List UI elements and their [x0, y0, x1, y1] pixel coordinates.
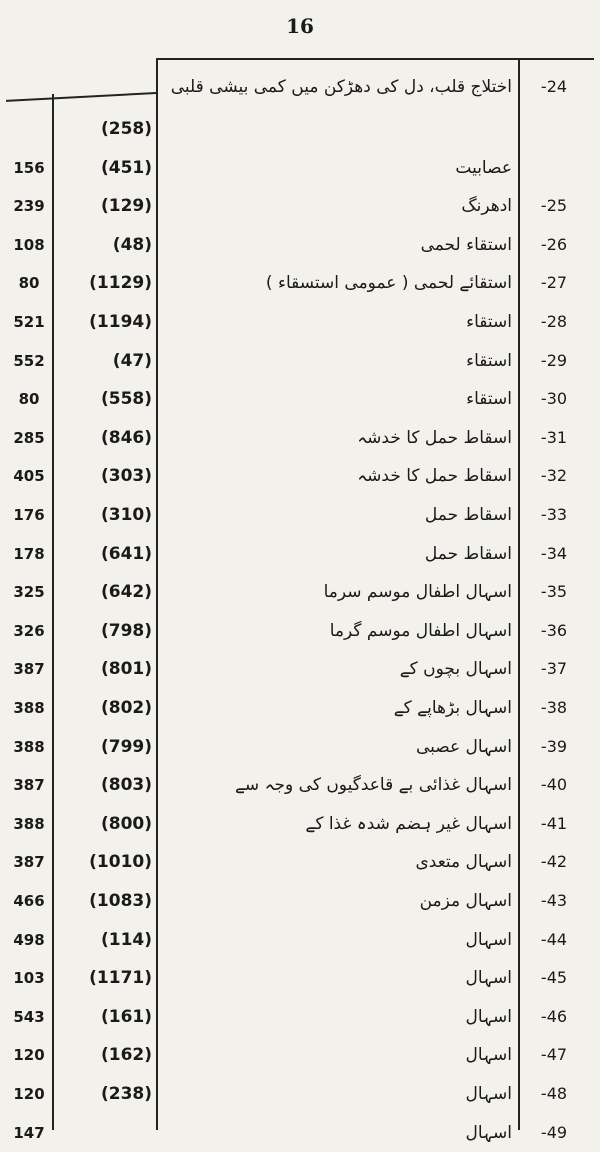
- table-row: [6, 1075, 594, 1113]
- table-row: [6, 573, 594, 611]
- table-row: [6, 805, 594, 843]
- entry-page: 239: [13, 197, 45, 216]
- table-row: [6, 843, 594, 881]
- entry-name: اسہال بڑھاپے کے: [393, 698, 512, 718]
- entry-code: (800): [100, 813, 152, 834]
- table-row: [6, 1114, 594, 1152]
- entry-number: -29: [540, 350, 568, 370]
- entry-page: 552: [13, 351, 45, 370]
- entry-page: 326: [13, 621, 45, 640]
- entry-name: استقائے لحمی ( عمومی استسقاء ): [265, 273, 512, 294]
- entry-code: (258): [100, 119, 152, 139]
- table-row: [6, 187, 594, 225]
- entry-page: 388: [13, 737, 45, 756]
- entry-name: اسقاط حمل: [424, 505, 512, 525]
- entry-name: اسقاط حمل کا خدشہ: [357, 466, 512, 487]
- table-row: [6, 766, 594, 804]
- page-number: 16: [286, 14, 314, 38]
- entry-page: [8, 68, 50, 106]
- entry-code: (799): [100, 736, 152, 757]
- table-row: [6, 342, 594, 380]
- entry-name: اسہال: [465, 1122, 512, 1143]
- entry-page: 387: [13, 853, 45, 872]
- entry-number: -48: [540, 1084, 568, 1103]
- entry-name: اسہال عصبی: [415, 736, 512, 757]
- entry-page: 80: [18, 274, 40, 293]
- entry-number: -43: [540, 891, 568, 910]
- entry-number: -25: [540, 196, 568, 216]
- entry-number: -44: [540, 929, 568, 949]
- entry-page: 388: [13, 699, 45, 717]
- table-row: [6, 728, 594, 766]
- table-row: [6, 959, 594, 997]
- entry-page: 543: [13, 1007, 45, 1026]
- entry-name: اسہال: [465, 1045, 512, 1066]
- entry-code: (161): [100, 1006, 152, 1027]
- entry-code: (238): [100, 1084, 152, 1104]
- table-row: [6, 264, 594, 302]
- entry-page: 176: [13, 506, 45, 524]
- entry-number: -45: [540, 968, 568, 988]
- entry-name: اسہال بچوں کے: [399, 659, 512, 680]
- entry-number: -35: [540, 582, 568, 602]
- entry-code: (114): [100, 929, 152, 950]
- entry-page: 498: [13, 930, 45, 949]
- entry-page: 103: [13, 969, 45, 988]
- entry-name: [162, 110, 512, 148]
- table-row: [6, 303, 594, 341]
- entry-code: (48): [112, 234, 152, 255]
- entry-number: -40: [540, 775, 568, 795]
- entry-code: (303): [100, 466, 152, 487]
- entry-page: 120: [13, 1085, 45, 1103]
- entry-number: -34: [540, 543, 568, 563]
- table-row: [6, 921, 594, 959]
- entry-number: -28: [540, 312, 568, 331]
- entry-number: -46: [540, 1006, 568, 1026]
- entry-code: (846): [100, 427, 152, 448]
- entry-code: (47): [112, 350, 152, 371]
- entry-code: (310): [100, 505, 152, 525]
- entry-page: 147: [13, 1123, 45, 1142]
- entry-page: 405: [13, 467, 45, 486]
- table-row: [6, 419, 594, 457]
- index-rows: [6, 58, 594, 1143]
- entry-page: 521: [13, 313, 45, 331]
- entry-code: [58, 68, 152, 106]
- entry-code: [58, 1114, 152, 1152]
- entry-number: -24: [540, 77, 568, 96]
- entry-name: اسہال اطفال موسم سرما: [323, 582, 512, 603]
- entry-code: (801): [100, 659, 152, 680]
- entry-name: اسقاط حمل: [424, 543, 512, 564]
- entry-name: اسہال مزمن: [419, 891, 512, 911]
- entry-page: 156: [13, 158, 45, 177]
- entry-name: اسہال متعدی: [415, 852, 512, 873]
- entry-name: اسہال: [465, 929, 512, 950]
- entry-page: 325: [13, 583, 45, 602]
- entry-page: 108: [13, 235, 45, 254]
- entry-code: (1129): [89, 273, 152, 294]
- entry-page: 80: [18, 390, 40, 409]
- table-row: [6, 149, 594, 187]
- entry-number: -47: [540, 1045, 568, 1065]
- entry-code: (1083): [89, 891, 152, 911]
- entry-page: 285: [13, 428, 45, 447]
- entry-number: -38: [540, 698, 568, 717]
- entry-number: -39: [540, 736, 568, 756]
- entry-number: -42: [540, 852, 568, 872]
- entry-code: (558): [100, 389, 152, 410]
- entry-page: 387: [13, 660, 45, 679]
- entry-number: [522, 149, 586, 187]
- entry-name: اسہال: [465, 1006, 512, 1027]
- table-row: [6, 882, 594, 920]
- table-row: [6, 998, 594, 1036]
- entry-number: -36: [540, 620, 568, 640]
- entry-name: اسہال غذائی بے قاعدگیوں کی وجہ سے: [234, 775, 512, 796]
- entry-name: استقاء لحمی: [420, 234, 512, 255]
- entry-code: (641): [100, 543, 152, 564]
- entry-name: اسہال غیر ہضم شدہ غذا کے: [305, 813, 512, 834]
- entry-number: -37: [540, 659, 568, 679]
- entry-page: 466: [13, 892, 45, 910]
- entry-code: (129): [100, 196, 152, 217]
- entry-code: (803): [100, 775, 152, 796]
- entry-name: اسہال: [465, 1084, 512, 1104]
- table-row: [6, 68, 594, 106]
- table-row: [6, 612, 594, 650]
- table-row: [6, 689, 594, 727]
- table-row: [6, 1036, 594, 1074]
- entry-name: اسہال اطفال موسم گرما: [329, 620, 512, 641]
- entry-page: 387: [13, 776, 45, 795]
- entry-name: استقاء: [466, 350, 512, 371]
- entry-number: -41: [540, 813, 568, 833]
- table-row: [6, 496, 594, 534]
- entry-number: -49: [540, 1122, 568, 1142]
- entry-page: 388: [13, 814, 45, 833]
- table-row: [6, 226, 594, 264]
- entry-code: (798): [100, 620, 152, 641]
- entry-page: 120: [13, 1046, 45, 1065]
- entry-number: -30: [540, 389, 568, 409]
- entry-number: [522, 110, 586, 148]
- entry-number: -27: [540, 273, 568, 293]
- entry-name: استقاء: [466, 389, 512, 410]
- table-row: [6, 650, 594, 688]
- table-row: [6, 110, 594, 148]
- table-row: [6, 380, 594, 418]
- entry-code: (1010): [89, 852, 152, 873]
- entry-number: -32: [540, 466, 568, 486]
- entry-code: (1194): [89, 312, 152, 332]
- entry-number: -31: [540, 427, 568, 447]
- entry-number: -26: [540, 234, 568, 254]
- entry-code: (802): [100, 698, 152, 718]
- entry-name: اختلاج قلب، دل کی دھڑکن میں کمی بیشی قلبی: [170, 77, 512, 97]
- entry-name: استقاء: [466, 312, 512, 332]
- entry-code: (642): [100, 582, 152, 603]
- entry-code: (1171): [89, 968, 152, 989]
- entry-code: (162): [100, 1045, 152, 1066]
- table-row: [6, 535, 594, 573]
- entry-number: -33: [540, 505, 568, 524]
- entry-name: اسقاط حمل کا خدشہ: [357, 427, 512, 448]
- entry-name: اسہال: [465, 968, 512, 989]
- entry-page: 178: [13, 544, 45, 563]
- entry-page: [8, 110, 50, 148]
- entry-code: (451): [100, 157, 152, 178]
- table-row: [6, 457, 594, 495]
- entry-name: عصابیت: [455, 157, 512, 178]
- index-table: [6, 58, 594, 1143]
- entry-name: ادھرنگ: [461, 196, 512, 217]
